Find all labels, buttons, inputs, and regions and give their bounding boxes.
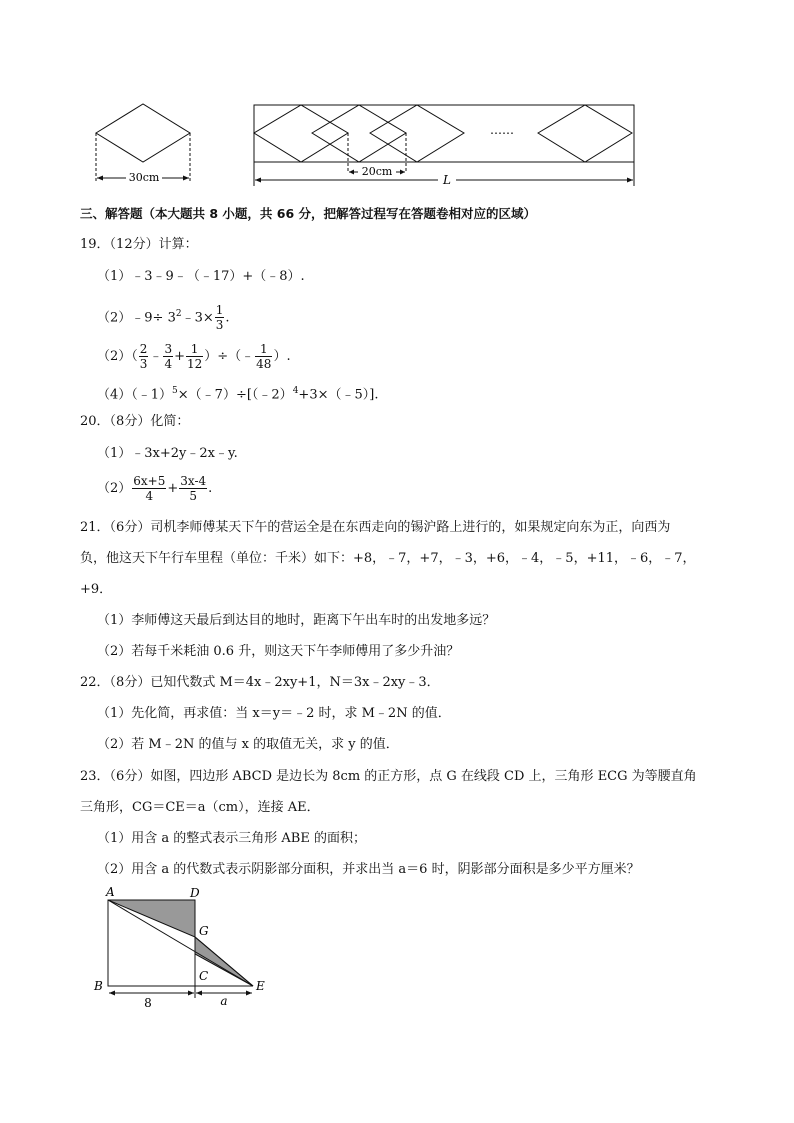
q23-line2: 三角形，CG＝CE＝a（cm），连接 AE． (80, 800, 320, 815)
a-length-label: a (220, 994, 228, 1008)
q19-part3-frac1-den: 3 (139, 357, 148, 371)
q21-line1: 21．（6分）司机李师傅某天下午的营运全是在东西走向的锡沪路上进行的，如果规定向东为正，向西为 (80, 520, 671, 535)
q19-part2 (97, 300, 230, 332)
q19-part3-frac4-num: 1 (255, 342, 272, 357)
strip-rhombus-3 (370, 105, 464, 162)
q20-title: 20．（8分）化简： (80, 414, 190, 429)
q19-part4-a: （4）（﹣1） (97, 387, 173, 403)
q20-part2-frac1 (132, 474, 166, 503)
q22-title: 22．（8分）已知代数式 M＝4x﹣2xy+1，N＝3x﹣2xy﹣3． (80, 675, 440, 690)
overlap-arrowhead-left (349, 170, 354, 175)
strip-rhombus-2 (312, 105, 406, 162)
shaded-region-top (108, 900, 195, 937)
q19-part3-frac2-num: 3 (164, 342, 173, 356)
q19-part1: （1）﹣3﹣9﹣（﹣17）+（﹣8）. (97, 269, 305, 284)
q19-title: 19．（12分）计算： (80, 237, 198, 252)
rhombus-shape (96, 104, 190, 162)
arrowhead-right (183, 176, 189, 181)
strip-rhombus-4 (538, 105, 632, 162)
rhombus-width-label: 30cm (128, 171, 160, 184)
q19-part3-frac1 (139, 342, 149, 371)
q23-line1: 23．（6分）如图，四边形 ABCD 是边长为 8cm 的正方形，点 G 在线段 CD 上，三角形 ECG 为等腰直角 (80, 769, 697, 784)
label-d: D (190, 886, 200, 900)
q19-part2-numerator: 1 (215, 303, 224, 318)
q19-part3-frac4 (255, 342, 272, 371)
strip-length-label: L (443, 173, 451, 187)
q19-part3-frac2 (163, 342, 173, 371)
q19-part4-b: ×（﹣7）÷[（﹣2） (177, 387, 293, 403)
q20-part2-end: . (208, 481, 213, 496)
square-triangle-figure (88, 882, 278, 1012)
label-a: A (106, 885, 115, 899)
arrowhead-8-left (109, 991, 115, 996)
arrowhead-left (97, 176, 103, 181)
q19-part3-mid: ）÷（﹣ (204, 349, 255, 364)
label-g: G (199, 924, 209, 938)
q22-part1: （1）先化简，再求值：当 x＝y＝﹣2 时，求 M﹣2N 的值． (97, 706, 451, 721)
strip-ellipsis: …… (490, 123, 514, 137)
q20-part2-frac2 (179, 474, 207, 503)
label-c: C (199, 969, 209, 983)
q19-part4-exp2: 4 (292, 386, 299, 396)
rhombus-figure (88, 100, 198, 188)
arrowhead-a-left (196, 991, 202, 996)
q19-part3-frac1-num: 2 (139, 342, 148, 356)
q19-part2-prefix: （2）﹣9÷ 3 (97, 310, 176, 326)
q22-part2: （2）若 M﹣2N 的值与 x 的取值无关，求 y 的值． (97, 737, 399, 752)
q19-part3-op2: + (174, 349, 185, 364)
q19-part4-c: +3×（﹣5）]. (298, 387, 379, 403)
q19-part3-frac2-den: 4 (164, 357, 173, 371)
q21-line3: +9． (80, 582, 113, 597)
q19-part3 (97, 342, 291, 371)
strip-figure (250, 100, 642, 192)
q20-part2-frac2-num: 3x-4 (180, 474, 207, 488)
strip-frame (254, 105, 634, 162)
q21-line2: 负，他这天下午行车里程（单位：千米）如下：+8，﹣7，+7，﹣3，+6，﹣4，﹣5，+11，﹣6，﹣7， (80, 551, 696, 566)
strip-rhombus-1 (254, 105, 348, 162)
q19-part3-frac3 (186, 342, 203, 371)
q20-part2 (97, 474, 212, 503)
q19-part2-denominator: 3 (215, 318, 224, 333)
q19-part3-frac3-num: 1 (186, 342, 203, 357)
length-arrowhead-right (627, 178, 633, 183)
q20-part1: （1）﹣3x+2y﹣2x﹣y. (97, 446, 238, 461)
q19-part4-exp1: 5 (172, 386, 178, 396)
q23-part1: （1）用含 a 的整式表示三角形 ABE 的面积； (97, 831, 366, 846)
q23-part2: （2）用含 a 的代数式表示阴影部分面积，并求出当 a＝6 时，阴影部分面积是多少平方厘米？ (97, 862, 640, 877)
q20-part2-op: + (167, 481, 179, 496)
label-b: B (94, 979, 103, 993)
q20-part2-frac1-num: 6x+5 (133, 474, 166, 488)
q21-part1: （1）李师傅这天最后到达目的地时，距离下午出车时的出发地多远？ (97, 613, 496, 628)
q19-part3-prefix: （2）（ (97, 349, 138, 364)
q19-part2-mid: ﹣3× (181, 310, 214, 326)
q20-part2-frac2-den: 5 (189, 489, 198, 503)
q19-part4 (97, 382, 378, 404)
q19-part2-exponent: 2 (175, 309, 182, 319)
q21-part2: （2）若每千米耗油 0.6 升，则这天下午李师傅用了多少升油？ (97, 644, 460, 659)
q20-part2-prefix: （2） (97, 481, 132, 496)
overlap-width-label: 20cm (361, 165, 393, 178)
q19-part3-frac3-den: 12 (186, 357, 203, 371)
side-length-label: 8 (144, 996, 152, 1010)
q19-part3-end: ）. (273, 349, 291, 364)
overlap-arrowhead-right (400, 170, 405, 175)
q19-part2-end: . (225, 310, 230, 326)
q19-part3-frac4-den: 48 (256, 357, 272, 371)
q20-part2-frac1-den: 4 (145, 489, 154, 503)
q19-part2-fraction (215, 303, 225, 332)
arrowhead-a-right (246, 991, 252, 996)
q19-part3-op1: ﹣ (149, 349, 163, 364)
section-3-heading: 三、解答题（本大题共 8 小题，共 66 分，把解答过程写在答题卷相对应的区域） (80, 206, 537, 221)
arrowhead-8-right (188, 991, 194, 996)
label-e: E (256, 979, 265, 993)
length-arrowhead-left (255, 178, 261, 183)
